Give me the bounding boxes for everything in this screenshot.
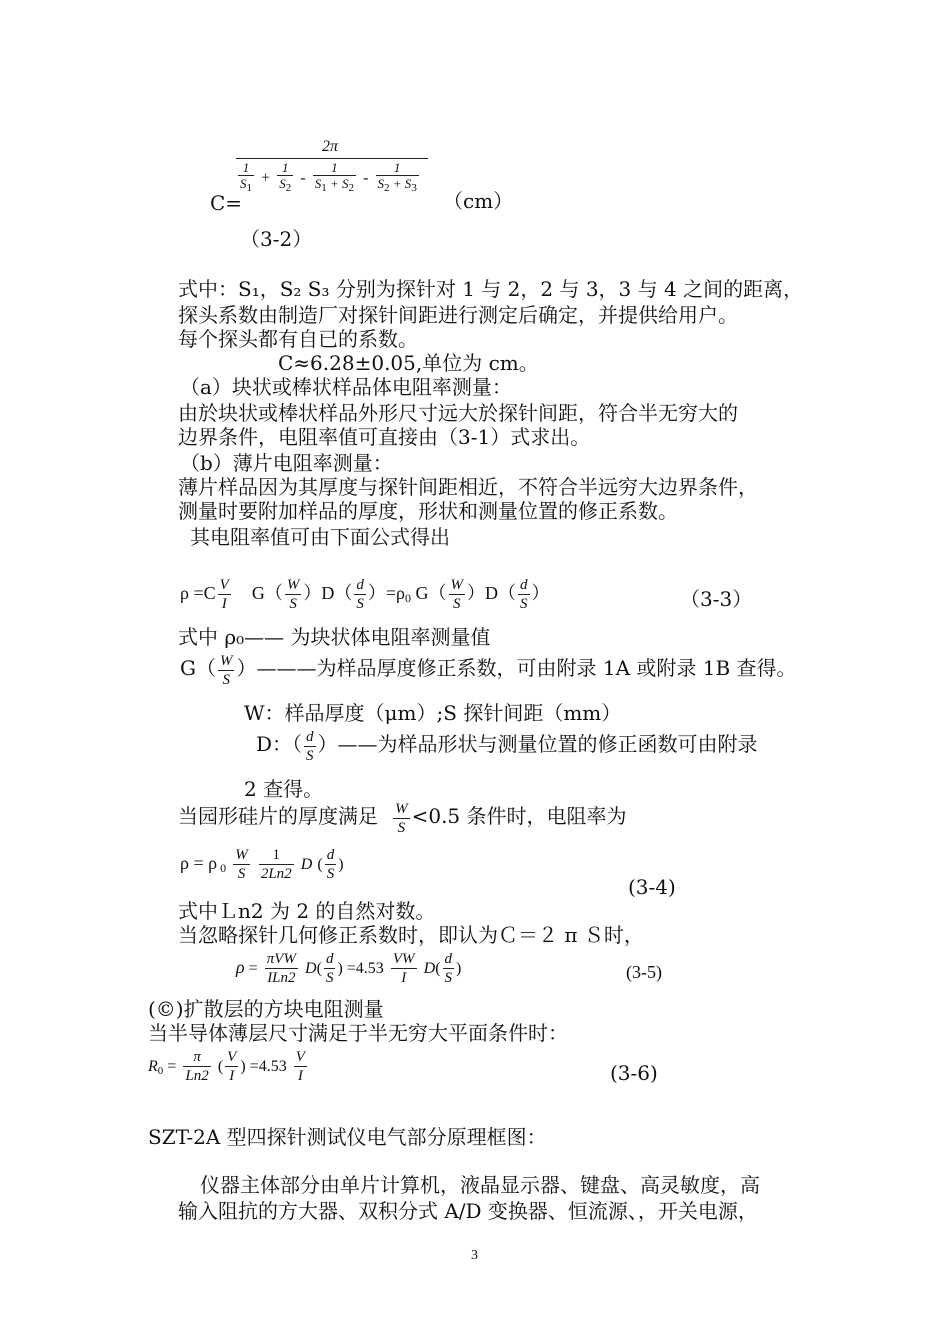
cond-post: <0.5 条件时，电阻率为	[411, 804, 627, 828]
eq34-label: (3-4)	[628, 875, 676, 899]
eq36-coef: 4.53	[258, 1058, 287, 1075]
text-line: 当忽略探针几何修正系数时，即认为Ｃ＝２ π Ｓ时，	[178, 923, 644, 947]
text-line: 其电阻率值可由下面公式得出	[190, 525, 450, 549]
text-line: 每个探头都有自已的系数。	[178, 327, 418, 351]
g-desc: ———为样品厚度修正系数，可由附录 1A 或附录 1B 查得。	[256, 656, 797, 680]
eq32-numerator: 2π	[322, 138, 339, 155]
g-definition: G（ $\frac{W}{S}$ ）———为样品厚度修正系数，可由附录 1A 或附录 1B 查得。	[180, 653, 797, 688]
section-heading: （a）块状或棒状样品体电阻率测量：	[180, 375, 512, 399]
text-line: 输入阻抗的方大器、双积分式 A/D 变换器、恒流源、，开关电源，	[178, 1199, 758, 1223]
block-diagram-title: SZT-2A 型四探针测试仪电气部分原理框图：	[148, 1125, 547, 1149]
eq32-fraction-bar	[236, 158, 428, 159]
text-line: 由於块状或棒状样品外形尺寸远大於探针间距，符合半无穷大的	[178, 401, 738, 425]
page-number: 3	[471, 1248, 478, 1263]
section-heading: (©)扩散层的方块电阻测量	[148, 997, 384, 1021]
equation-3-4: ρ = ρ 0 $\frac{W}{S}$ $\frac{1}{2Ln2}$ D ( $\frac{d}{S}$ )	[180, 847, 344, 882]
text-line: 当半导体薄层尺寸满足于半无穷大平面条件时：	[148, 1021, 568, 1045]
text-line: 薄片样品因为其厚度与探针间距相近，不符合半远穷大边界条件，	[178, 475, 758, 499]
section-heading: （b）薄片电阻率测量：	[180, 451, 393, 475]
cond-pre: 当园形硅片的厚度满足	[178, 804, 378, 828]
equation-3-3: ρ =C $\frac{V}{I}$ G（ $\frac{W}{S}$ ）D（ $\frac{d}{S}$ ）=ρ0 G（ $\frac{W}{S}$ ）D（ $\frac{d}{S}$ ）	[180, 577, 550, 612]
d-definition: D：（ $\frac{d}{S}$ ）——为样品形状与测量位置的修正函数可由附录	[256, 729, 758, 764]
text-line: C≈6.28±0.05,单位为 cm。	[278, 351, 539, 375]
equation-3-2	[210, 136, 670, 216]
text-line: 测量时要附加样品的厚度，形状和测量位置的修正系数。	[178, 499, 678, 523]
eq32-unit: （cm）	[443, 189, 514, 213]
eq33-label: （3-3）	[680, 587, 753, 611]
eq32-lhs: C=	[210, 191, 243, 215]
eq36-label: (3-6)	[610, 1061, 658, 1085]
condition-line: 当园形硅片的厚度满足 $\frac{W}{S}$ <0.5 条件时，电阻率为	[178, 801, 627, 836]
text-line: W：样品厚度（μm）;S 探针间距（mm）	[244, 701, 622, 725]
eq32-denominator: $\frac{1}{S_1}$ + $\frac{1}{S_2}$ - $\frac{1}{S_1 + S_2}$ - $\frac{1}{S_2 + S_3}$	[240, 160, 417, 194]
text-line: 边界条件，电阻率值可直接由（3-1）式求出。	[178, 425, 591, 449]
text-line: 2 查得。	[244, 777, 324, 801]
text-line: 式中 ρ₀—— 为块状体电阻率测量值	[178, 625, 491, 649]
equation-3-6: $R_0$ = $\frac{\pi}{Ln2}$ ( $\frac{V}{I}$ ) =4.53 $\frac{V}{I}$	[148, 1049, 305, 1084]
eq35-label: (3-5)	[626, 962, 662, 982]
equation-3-5: ρ = $\frac{\text{πVW}}{\text{ILn2}}$ D( $\frac{d}{S}$ ) =4.53 $\frac{VW}{I}$ D( $\frac{d}{S}$ )	[236, 951, 462, 986]
text-line: 式中Ｌn2 为 2 的自然对数。	[178, 899, 436, 923]
text-line: 探头系数由制造厂对探针间距进行测定后确定，并提供给用户。	[178, 303, 738, 327]
text-line: 式中：S₁，S₂ S₃ 分别为探针对 1 与 2，2 与 3，3 与 4 之间的距离，	[178, 277, 804, 301]
d-desc: ——为样品形状与测量位置的修正函数可由附录	[337, 732, 758, 756]
eq35-coef: 4.53	[355, 960, 384, 977]
text-line: 仪器主体部分由单片计算机，液晶显示器、键盘、高灵敏度，高	[200, 1173, 760, 1197]
eq32-label: （3-2）	[240, 227, 313, 251]
